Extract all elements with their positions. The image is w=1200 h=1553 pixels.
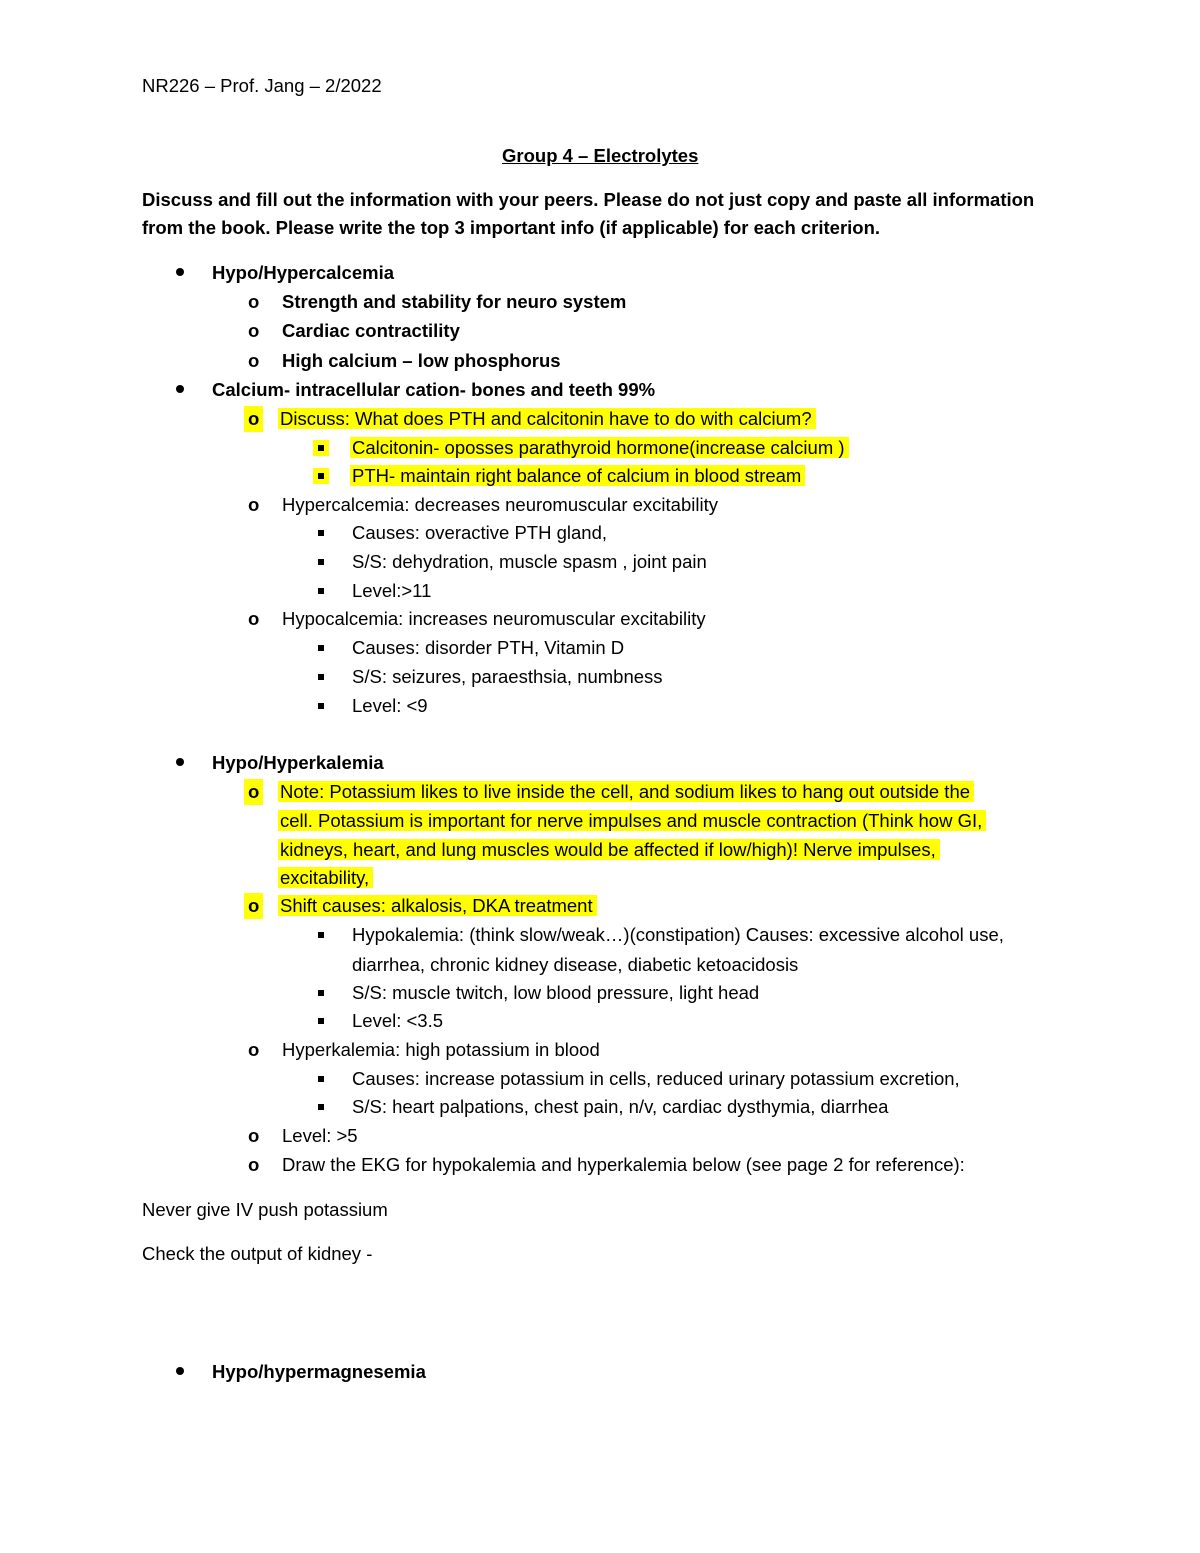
hypocalcemia-item: Causes: disorder PTH, Vitamin D bbox=[352, 637, 625, 658]
hyperkalemia-item: S/S: heart palpations, chest pain, n/v, cardiac dysthymia, diarrhea bbox=[352, 1096, 889, 1117]
bullet-square bbox=[318, 530, 324, 536]
bullet-square bbox=[318, 703, 324, 709]
bullet-o: o bbox=[244, 779, 263, 805]
bullet-dot bbox=[176, 268, 184, 276]
bullet-o: o bbox=[244, 893, 263, 919]
calcemia-item: Cardiac contractility bbox=[282, 320, 460, 341]
ekg-instruction: Draw the EKG for hypokalemia and hyperkalemia below (see page 2 for reference): bbox=[282, 1154, 965, 1175]
hypercalcemia-item: Level:>11 bbox=[352, 580, 432, 601]
bullet-o: o bbox=[248, 1154, 260, 1175]
bullet-o: o bbox=[244, 406, 263, 432]
bullet-square bbox=[318, 588, 324, 594]
course-header: NR226 – Prof. Jang – 2/2022 bbox=[142, 75, 382, 96]
note-line: Check the output of kidney - bbox=[142, 1243, 373, 1264]
note-line: Never give IV push potassium bbox=[142, 1199, 388, 1220]
bullet-square bbox=[318, 559, 324, 565]
kalemia-note-line bbox=[278, 865, 373, 891]
bullet-square bbox=[318, 932, 324, 938]
calcium-discuss-text: Discuss: What does PTH and calcitonin have to do with calcium? bbox=[278, 408, 816, 429]
kalemia-level: Level: >5 bbox=[282, 1125, 358, 1146]
bullet-square bbox=[318, 445, 324, 451]
kalemia-note-text: kidneys, heart, and lung muscles would be affected if low/high)! Nerve impulses, bbox=[278, 839, 940, 860]
hypokalemia-item: Level: <3.5 bbox=[352, 1010, 444, 1031]
calcium-discuss bbox=[278, 406, 816, 432]
bullet-o: o bbox=[248, 494, 260, 515]
kalemia-note-line bbox=[278, 808, 986, 834]
hypocalcemia-label: Hypocalcemia: increases neuromuscular excitability bbox=[282, 608, 706, 629]
hyperkalemia-item: Causes: increase potassium in cells, reduced urinary potassium excretion, bbox=[352, 1068, 960, 1089]
bullet-o: o bbox=[248, 1039, 260, 1060]
bullet-square bbox=[318, 990, 324, 996]
kalemia-note-text: excitability, bbox=[278, 867, 373, 888]
hypokalemia-line: diarrhea, chronic kidney disease, diabetic ketoacidosis bbox=[352, 954, 799, 975]
hypocalcemia-item: Level: <9 bbox=[352, 695, 428, 716]
kalemia-note-line bbox=[278, 779, 974, 805]
magnesemia-heading: Hypo/hypermagnesemia bbox=[212, 1361, 426, 1382]
hypercalcemia-item: S/S: dehydration, muscle spasm , joint pain bbox=[352, 551, 707, 572]
kalemia-note-text: Note: Potassium likes to live inside the cell, and sodium likes to hang out outside the bbox=[278, 781, 974, 802]
bullet-square bbox=[318, 674, 324, 680]
instructions-line-2: from the book. Please write the top 3 important info (if applicable) for each criterion. bbox=[142, 217, 881, 238]
bullet-dot bbox=[176, 385, 184, 393]
hypokalemia-line: Hypokalemia: (think slow/weak…)(constipation) Causes: excessive alcohol use, bbox=[352, 924, 1004, 945]
discuss-item bbox=[350, 463, 805, 489]
hypercalcemia-item: Causes: overactive PTH gland, bbox=[352, 522, 608, 543]
bullet-square bbox=[318, 645, 324, 651]
hypercalcemia-label: Hypercalcemia: decreases neuromuscular excitability bbox=[282, 494, 718, 515]
kalemia-shift-text: Shift causes: alkalosis, DKA treatment bbox=[278, 895, 597, 916]
hypocalcemia-item: S/S: seizures, paraesthsia, numbness bbox=[352, 666, 663, 687]
bullet-square bbox=[318, 473, 324, 479]
hyperkalemia-label: Hyperkalemia: high potassium in blood bbox=[282, 1039, 600, 1060]
kalemia-heading: Hypo/Hyperkalemia bbox=[212, 752, 384, 773]
bullet-o: o bbox=[248, 1125, 260, 1146]
bullet-o: o bbox=[248, 320, 260, 341]
kalemia-note-text: cell. Potassium is important for nerve impulses and muscle contraction (Think how GI, bbox=[278, 810, 986, 831]
discuss-item bbox=[350, 435, 849, 461]
kalemia-shift bbox=[278, 893, 597, 919]
discuss-item-text: PTH- maintain right balance of calcium in blood stream bbox=[350, 465, 805, 486]
hypokalemia-item: S/S: muscle twitch, low blood pressure, light head bbox=[352, 982, 760, 1003]
discuss-item-text: Calcitonin- oposses parathyroid hormone(increase calcium ) bbox=[350, 437, 849, 458]
bullet-o: o bbox=[248, 291, 260, 312]
bullet-dot bbox=[176, 1367, 184, 1375]
kalemia-note-line bbox=[278, 837, 940, 863]
calcemia-item: High calcium – low phosphorus bbox=[282, 350, 561, 371]
bullet-square bbox=[318, 1076, 324, 1082]
bullet-o: o bbox=[248, 608, 260, 629]
bullet-dot bbox=[176, 758, 184, 766]
calcium-heading: Calcium- intracellular cation- bones and teeth 99% bbox=[212, 379, 656, 400]
bullet-o: o bbox=[248, 350, 260, 371]
bullet-square bbox=[318, 1104, 324, 1110]
bullet-square bbox=[318, 1018, 324, 1024]
calcemia-item: Strength and stability for neuro system bbox=[282, 291, 627, 312]
instructions-line-1: Discuss and fill out the information with your peers. Please do not just copy and paste all information bbox=[142, 189, 1035, 210]
page-title: Group 4 – Electrolytes bbox=[502, 145, 699, 166]
calcemia-heading: Hypo/Hypercalcemia bbox=[212, 262, 395, 283]
